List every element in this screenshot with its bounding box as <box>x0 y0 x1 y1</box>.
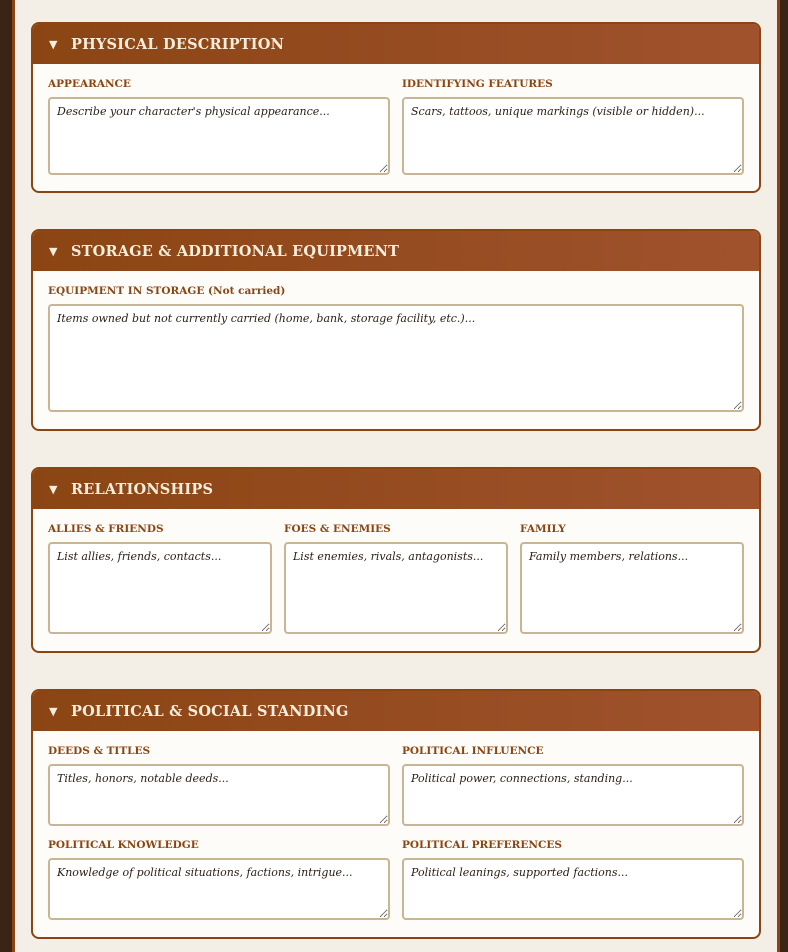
field-political-preferences <box>402 839 744 920</box>
political-influence-textarea[interactable] <box>402 764 744 826</box>
political-knowledge-textarea[interactable] <box>48 858 390 920</box>
section-title: STORAGE & ADDITIONAL EQUIPMENT <box>71 242 400 260</box>
page-frame-left-stripe <box>12 0 15 952</box>
field-political-knowledge <box>48 839 390 920</box>
family-textarea[interactable] <box>520 542 744 634</box>
section-header-relationships[interactable] <box>33 469 759 509</box>
field-label: EQUIPMENT IN STORAGE (Not carried) <box>48 285 286 297</box>
collapse-triangle-icon[interactable]: ▼ <box>49 244 58 258</box>
collapse-triangle-icon[interactable]: ▼ <box>49 37 58 51</box>
field-foes-enemies <box>284 523 508 634</box>
equipment-in-storage-textarea[interactable] <box>48 304 744 412</box>
political-preferences-textarea[interactable] <box>402 858 744 920</box>
field-deeds-titles <box>48 745 390 826</box>
section-title: POLITICAL & SOCIAL STANDING <box>71 702 349 720</box>
section-political-social-standing <box>31 689 761 939</box>
section-header-physical-description[interactable] <box>33 24 759 64</box>
field-label: FOES & ENEMIES <box>284 523 391 535</box>
page-frame-left <box>0 0 12 952</box>
foes-enemies-textarea[interactable] <box>284 542 508 634</box>
field-label: POLITICAL INFLUENCE <box>402 745 544 757</box>
field-label: ALLIES & FRIENDS <box>48 523 164 535</box>
section-relationships <box>31 467 761 653</box>
section-physical-description <box>31 22 761 193</box>
field-political-influence <box>402 745 744 826</box>
allies-friends-textarea[interactable] <box>48 542 272 634</box>
deeds-titles-textarea[interactable] <box>48 764 390 826</box>
field-label: DEEDS & TITLES <box>48 745 151 757</box>
field-label: IDENTIFYING FEATURES <box>402 78 553 90</box>
field-appearance <box>48 78 390 175</box>
field-label: FAMILY <box>520 523 566 535</box>
page-frame-right-stripe <box>777 0 780 952</box>
page-frame-right <box>780 0 788 952</box>
field-family <box>520 523 744 634</box>
collapse-triangle-icon[interactable]: ▼ <box>49 482 58 496</box>
section-header-political-social-standing[interactable] <box>33 691 759 731</box>
collapse-triangle-icon[interactable]: ▼ <box>49 704 58 718</box>
field-label: APPEARANCE <box>48 78 131 90</box>
field-label: POLITICAL PREFERENCES <box>402 839 562 851</box>
field-equipment-in-storage <box>48 285 744 412</box>
field-allies-friends <box>48 523 272 634</box>
section-storage-equipment <box>31 229 761 431</box>
appearance-textarea[interactable] <box>48 97 390 175</box>
section-title: RELATIONSHIPS <box>71 480 214 498</box>
section-header-storage-equipment[interactable] <box>33 231 759 271</box>
identifying-features-textarea[interactable] <box>402 97 744 175</box>
field-label: POLITICAL KNOWLEDGE <box>48 839 199 851</box>
section-title: PHYSICAL DESCRIPTION <box>71 35 285 53</box>
field-identifying-features <box>402 78 744 175</box>
